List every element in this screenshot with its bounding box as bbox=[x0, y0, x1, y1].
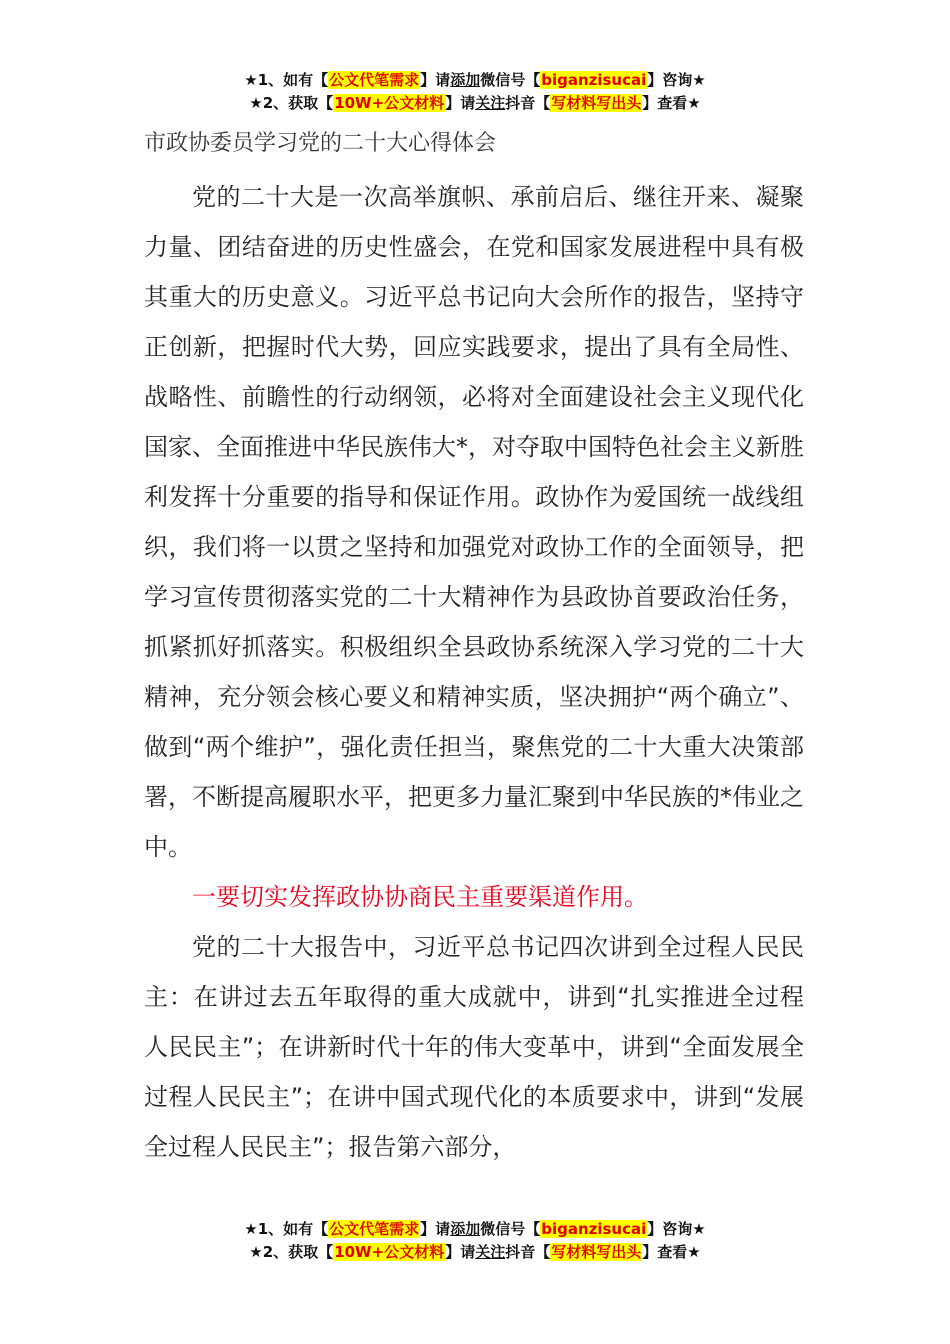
promo-text: 】请 bbox=[445, 1243, 476, 1261]
document-body bbox=[144, 124, 804, 1172]
promo-underlined: 关注 bbox=[475, 1243, 506, 1261]
promo-line-1 bbox=[0, 69, 950, 92]
promo-text: ★2、获取【 bbox=[249, 94, 334, 112]
promo-highlight: biganzisucai bbox=[541, 71, 647, 89]
promo-line-2 bbox=[0, 92, 950, 115]
document-title: 市政协委员学习党的二十大心得体会 bbox=[144, 131, 497, 156]
promo-text: 】请 bbox=[445, 94, 476, 112]
body-paragraph: 党的二十大是一次高举旗帜、承前启后、继往开来、凝聚力量、团结奋进的历史性盛会，在党和国家发展进程中具有极其重大的历史意义。习近平总书记向大会所作的报告，坚持守正创新，把握时代大势，回应实践要求，提出了具有全局性、战略性、前瞻性的行动纲领，必将对全面建设社会主义现代化国家、全面推进中华民族伟大*，对夺取中国特色社会主义新胜利发挥十分重要的指导和保证作用。政协作为爱国统一战线组织，我们将一以贯之坚持和加强党对政协工作的全面领导，把学习宣传贯彻落实党的二十大精神作为县政协首要政治任务，抓紧抓好抓落实。积极组织全县政协系统深入学习党的二十大精神，充分领会核心要义和精神实质，坚决拥护“两个确立”、做到“两个维护”，强化责任担当，聚焦党的二十大重大决策部署，不断提高履职水平，把更多力量汇聚到中华民族的*伟业之中。 bbox=[144, 183, 804, 861]
promo-highlight: biganzisucai bbox=[541, 1220, 647, 1238]
promo-highlight: 10W+公文材料 bbox=[334, 1243, 445, 1261]
promo-highlight: 10W+公文材料 bbox=[334, 94, 445, 112]
promo-text: 微信号【 bbox=[480, 1220, 541, 1238]
promo-text: 】咨询★ bbox=[647, 1220, 706, 1238]
promo-text: 】请 bbox=[420, 71, 451, 89]
promo-text: 】查看★ bbox=[642, 94, 701, 112]
promo-text: ★2、获取【 bbox=[249, 1243, 334, 1261]
promo-underlined: 添加 bbox=[450, 71, 481, 89]
promo-text: 抖音【 bbox=[505, 94, 551, 112]
promo-underlined: 关注 bbox=[475, 94, 506, 112]
promo-text: ★1、如有【 bbox=[244, 71, 329, 89]
promo-text: 微信号【 bbox=[480, 71, 541, 89]
promo-text: 抖音【 bbox=[505, 1243, 551, 1261]
promo-highlight: 写材料写出头 bbox=[551, 94, 642, 112]
footer-promo-banner bbox=[0, 1218, 950, 1264]
promo-highlight: 公文代笔需求 bbox=[329, 71, 420, 89]
promo-highlight: 公文代笔需求 bbox=[329, 1220, 420, 1238]
promo-text: 】咨询★ bbox=[647, 71, 706, 89]
promo-text: 】请 bbox=[420, 1220, 451, 1238]
promo-underlined: 添加 bbox=[450, 1220, 481, 1238]
promo-text: ★1、如有【 bbox=[244, 1220, 329, 1238]
promo-line-2 bbox=[0, 1241, 950, 1264]
body-paragraph: 党的二十大报告中，习近平总书记四次讲到全过程人民民主：在讲过去五年取得的重大成就中，讲到“扎实推进全过程人民民主”；在讲新时代十年的伟大变革中，讲到“全面发展全过程人民民主”；在讲中国式现代化的本质要求中，讲到“发展全过程人民民主”；报告第六部分， bbox=[144, 933, 804, 1161]
promo-text: 】查看★ bbox=[642, 1243, 701, 1261]
header-promo-banner bbox=[0, 69, 950, 115]
promo-line-1 bbox=[0, 1218, 950, 1241]
promo-highlight: 写材料写出头 bbox=[551, 1243, 642, 1261]
section-heading: 一要切实发挥政协协商民主重要渠道作用。 bbox=[192, 883, 648, 911]
